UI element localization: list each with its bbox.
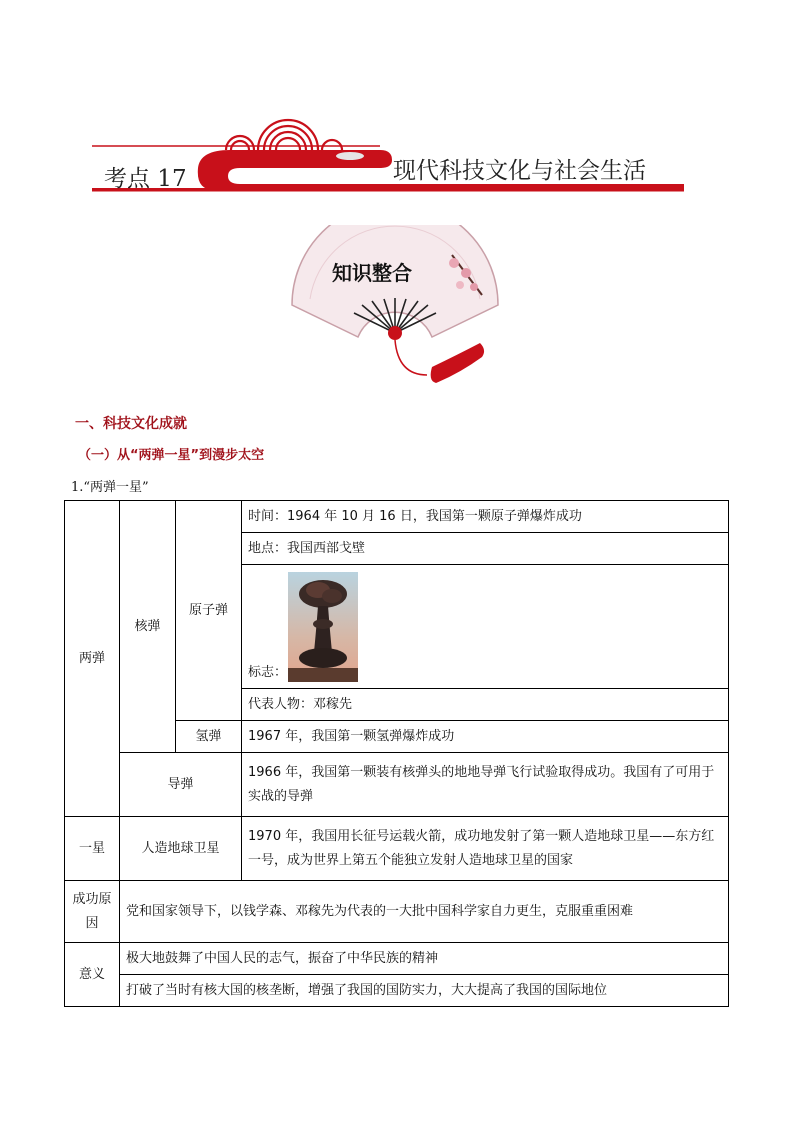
badge-text: 知识整合	[332, 261, 412, 285]
cell-meaning-1: 极大地鼓舞了中国人民的志气，振奋了中华民族的精神	[120, 943, 729, 975]
cell-yuanzidan-place: 地点：我国西部戈壁	[242, 533, 729, 565]
table-row	[65, 943, 729, 975]
cell-reason-text: 党和国家领导下，以钱学森、邓稼先为代表的一大批中国科学家自力更生，克服重重困难	[120, 881, 729, 943]
cell-hedan: 核弹	[120, 501, 176, 753]
cell-weixing-text: 1970 年，我国用长征号运载火箭，成功地发射了第一颗人造地球卫星——东方红一号，成为世界上第五个能独立发射人造地球卫星的国家	[242, 817, 729, 881]
mushroom-cloud-image	[288, 572, 358, 682]
table-row	[65, 817, 729, 881]
cell-qingdan-text: 1967 年，我国第一颗氢弹爆炸成功	[242, 721, 729, 753]
cell-meaning-label: 意义	[65, 943, 120, 1007]
table-row	[65, 753, 729, 817]
two-bombs-one-satellite-table	[64, 500, 729, 1007]
table-row	[65, 881, 729, 943]
topic-title: 现代科技文化与社会生活	[393, 158, 646, 184]
cell-daodan: 导弹	[120, 753, 242, 817]
cell-yixing: 一星	[65, 817, 120, 881]
topic-number: 考点 17	[104, 166, 187, 192]
cell-reason-label: 成功原因	[65, 881, 120, 943]
cell-liangdan: 两弹	[65, 501, 120, 817]
cell-meaning-2: 打破了当时有核大国的核垄断，增强了我国的国防实力，大大提高了我国的国际地位	[120, 975, 729, 1007]
cell-weixing: 人造地球卫星	[120, 817, 242, 881]
section-heading-3: 1.“两弹一星”	[71, 480, 149, 495]
symbol-label: 标志：	[248, 664, 288, 680]
fan-badge	[282, 225, 508, 390]
cell-yuanzidan: 原子弹	[176, 501, 242, 721]
cell-qingdan: 氢弹	[176, 721, 242, 753]
table-row	[65, 501, 729, 533]
cell-daodan-text: 1966 年，我国第一颗装有核弹头的地地导弹飞行试验取得成功。我国有了可用于实战的导弹	[242, 753, 729, 817]
cell-yuanzidan-time: 时间：1964 年 10 月 16 日，我国第一颗原子弹爆炸成功	[242, 501, 729, 533]
table-row	[65, 975, 729, 1007]
section-heading-1: 一、科技文化成就	[75, 416, 187, 432]
cell-yuanzidan-person: 代表人物：邓稼先	[242, 689, 729, 721]
cell-yuanzidan-symbol	[242, 565, 729, 689]
section-heading-2: （一）从“两弹一星”到漫步太空	[78, 448, 265, 463]
